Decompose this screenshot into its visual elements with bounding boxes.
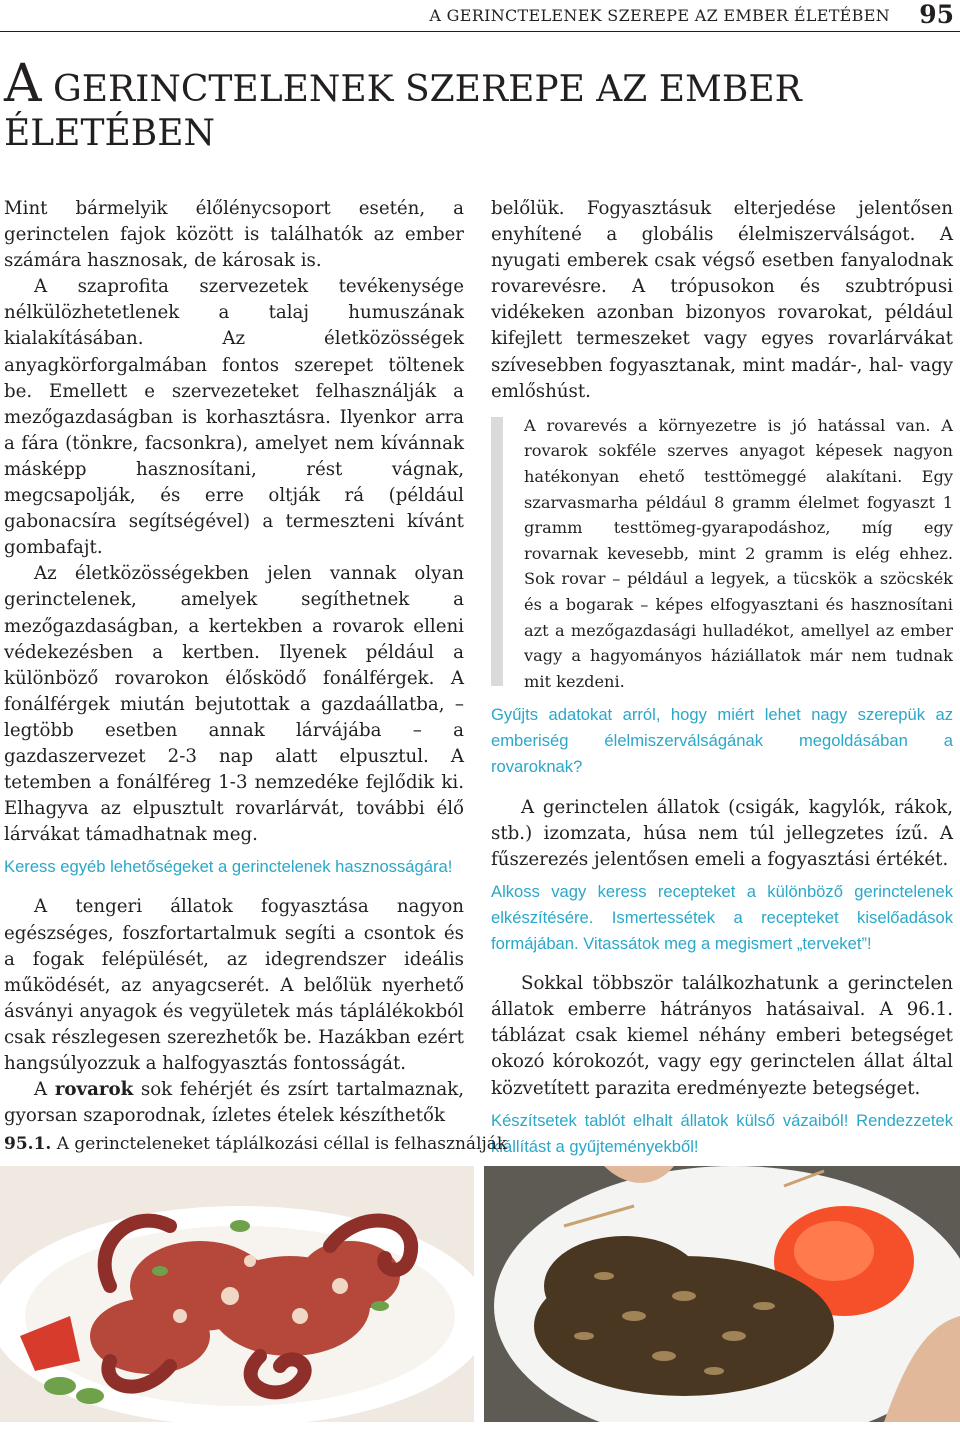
figure-number: 95.1. [4,1134,52,1154]
invertebrate-meat-paragraph: A gerinctelen állatok (csigák, kagylók, rákok, stb.) izomzata, húsa nem túl jellegzetes ízű. A fűszerezés jelentősen emeli a fogyasztási értékét. [491,796,953,870]
right-column [491,196,953,1174]
header-rule [0,31,960,32]
title-initial: A [4,54,42,114]
task-exhibition: Készítsetek tablót elhalt állatok külső vázaiból! Rendezzetek kiállítást a gyűjteményekből! [491,1110,953,1156]
harmful-effects-paragraph: Sokkal többször találkozhatunk a gerinctelen állatok emberre hátrányos hatásaival. A 96.1. táblázat csak kiemel néhány emberi betegséget okozó kórokozót, vagy egy gerinctelen állat által közvetített parazita eredményezte betegséget. [491,973,953,1099]
highlight-box [491,413,953,695]
seafood-paragraph: A tengeri állatok fogyasztása nagyon egészséges, foszfortartalmuk segíti a csontok és a fogak felépülését, az idegrendszer ideális működését, az anyagcserét. A belőlük nyerhető ásványi anyagok és vegyületek más táplálékokból csak részlegesen szerezhetők be. Hazákban ezért hangsúlyozzuk a halfogyasztás fontosságát. [4,896,464,1074]
octopus-dish-photo [0,1166,474,1422]
insects-paragraph: A rovarok sok fehérjét és zsírt tartalmaznak, gyorsan szaporodnak, ízletes ételek készíthetők [4,1079,465,1127]
figure-caption [4,1134,507,1154]
title-rest: GERINCTELENEK SZEREPE AZ EMBER ÉLETÉBEN [4,69,802,154]
page-number: 95 [919,0,954,29]
fried-insects-photo [484,1166,960,1422]
task-recipes: Alkoss vagy keress recepteket a különböző gerinctelenek elkészítésére. Ismertessétek a recepteket kiselőadások formájában. Vitassátok meg a megismert „terveket”! [491,881,953,954]
task-food-crisis: Gyűjts adatokat arról, hogy miért lehet nagy szerepük az emberiség élelmiszerválságának megoldásában a rovaroknak? [491,705,953,777]
left-column [4,196,464,1129]
intro-paragraph: Mint bármelyik élőlénycsoport esetén, a gerinctelen fajok között is találhatók az ember számára hasznosak, de károsak is. [4,198,464,272]
figure-caption-text: A gerincteleneket táplálkozási céllal is felhasználják [51,1134,508,1154]
saprophyte-paragraph: A szaprofita szervezetek tevékenysége nélkülözhetetlenek a talaj humuszának kialakításában. Az életközösségek anyagkörforgalmában fontos szerepet töltenek be. Emellett e szervezeteket felhasználják a mezőgazdaságban is korhasztásra. Ilyenkor arra a fára (tönkre, facsonkra), amelyet nem kívánnak másképp hasznosítani, rést vágnak, megcsapolják, és erre oltják rá (például gabonacsíra segítségével) a termeszteni kívánt gombafajt. [4,276,464,559]
highlight-box-bar [491,417,503,687]
insects-continued-paragraph: belőlük. Fogyasztásuk elterjedése jelentősen enyhítené a globális élelmiszerválságot. A nyugati emberek csak végső esetben fanyalodnak rovarevésre. A trópusokon és szubtrópusi vidékeken azonban bizonyos rovarokat, például kifejlett termeszeket vagy egyes rovarlárvákat szívesebben fogyasztanak, mint madár-, hal- vagy emlőshúst. [491,198,953,402]
keyword-rovarok: rovarok [54,1079,134,1101]
nematode-paragraph: Az életközösségekben jelen vannak olyan gerinctelenek, amelyek segíthetnek a mezőgazdaságban, a kertekben a rovarok elleni védekezésben a kertben. Ilyenek például a különböző rovarokon élősködő fonálférgek. A fonálférgek miután bejutottak a gazdaállatba, – legtöbb esetben annak lárvájába – a gazdaszervezet 2-3 nap alatt elpusztul. A tetemben a fonálféreg 1-3 nemzedéke fejlődik ki. Elhagyva az elpusztult rovarlárvát, további élő lárvákat támadhatnak meg. [4,563,464,846]
running-title: A GERINCTELENEK SZEREPE AZ EMBER ÉLETÉBEN [429,6,890,25]
page-title [4,54,924,156]
task-usefulness: Keress egyéb lehetőségeket a gerinctelenek hasznosságára! [4,857,453,877]
running-header [0,0,960,32]
highlight-box-text: A rovarevés a környezetre is jó hatással van. A rovarok sokféle szerves anyagot képesek nagyon hatékonyan ehető testtömeggé alakítani. Egy szarvasmarha például 8 gramm élelmet fogyaszt 1 gramm testtömeg-gyarapodáshoz, míg egy rovarnak kevesebb, mint 2 gramm is elég ehhez. Sok rovar – például a legyek, a tücskök a szöcskék és a bogarak – képes elfogyasztani és hasznosítani azt a mezőgazdasági hulladékot, amellyel az ember vagy a hagyományos háziállatok már nem tudnak mit kezdeni. [524,415,953,691]
